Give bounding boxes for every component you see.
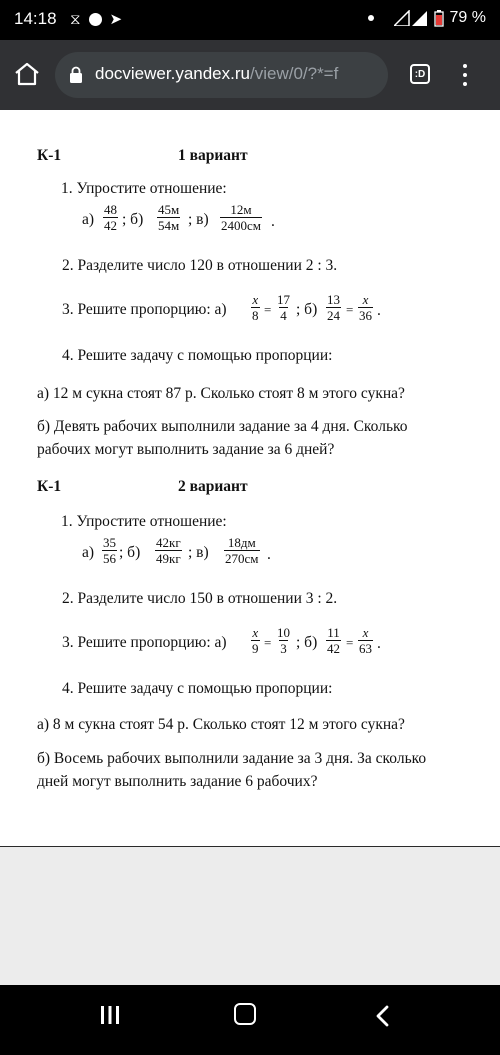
url-path: /view/0/?*=f xyxy=(249,64,339,83)
more-options-icon[interactable] xyxy=(462,64,468,86)
notification-icons xyxy=(70,10,122,28)
variant2-q1-period: . xyxy=(267,546,271,563)
variant2-q1-b-fraction: 42кг 49кг xyxy=(156,535,181,566)
variant1-q4-b-line1: б) Девять рабочих выполнили задание за 4 дня. Сколько xyxy=(37,418,408,435)
battery-percent: 79 % xyxy=(449,9,486,26)
signal-icon xyxy=(394,10,428,26)
variant1-question-4: 4. Решите задачу с помощью пропорции: xyxy=(62,347,333,364)
variant1-q1-b-fraction: 45м 54м xyxy=(158,202,180,233)
variant2-q3-b-equals: = xyxy=(346,635,354,650)
variant1-title: 1 вариант xyxy=(178,147,248,164)
tabs-label: :D xyxy=(414,68,426,80)
variant2-q3-b-label: ; б) xyxy=(296,634,318,651)
document-page xyxy=(0,110,500,846)
variant1-q3-period: . xyxy=(377,302,381,319)
status-time: 14:18 xyxy=(14,9,57,28)
variant1-q3-a-left: $\frac{x}{8}$ xyxy=(252,292,259,323)
variant2-question-2: 2. Разделите число 150 в отношении 3 : 2. xyxy=(62,590,338,607)
home-nav-icon[interactable] xyxy=(234,1003,256,1025)
variant2-q3-b-left: $\frac{11}{42}$ xyxy=(327,625,340,656)
url-host: docviewer.yandex.ru xyxy=(95,64,250,83)
variant2-question-1: 1. Упростите отношение: xyxy=(61,513,227,530)
variant2-q1-c-label: ; в) xyxy=(188,544,209,561)
variant2-q3-a-right: $\frac{10}{3}$ xyxy=(277,625,290,656)
system-icons xyxy=(368,9,486,27)
variant1-q3-b-right: $\frac{x}{36}$ xyxy=(359,292,372,323)
home-icon[interactable] xyxy=(14,62,40,86)
status-bar xyxy=(0,0,500,40)
address-bar[interactable] xyxy=(55,52,388,98)
variant1-q3-a-right: $\frac{17}{4}$ xyxy=(277,292,290,323)
variant1-question-2: 2. Разделите число 120 в отношении 2 : 3. xyxy=(62,257,338,274)
variant2-question-3: 3. Решите пропорцию: а) xyxy=(62,634,227,651)
variant2-q1-b-label: ; б) xyxy=(119,544,141,561)
document-viewer[interactable] xyxy=(0,110,500,985)
page-background xyxy=(0,847,500,985)
variant1-q1-a-fraction: $\frac{48}{42}$ xyxy=(104,202,117,233)
url-text xyxy=(95,64,380,84)
variant1-q1-period: . xyxy=(271,213,275,230)
battery-icon xyxy=(434,10,444,27)
variant2-q1-c-fraction: 18дм 270см xyxy=(225,535,259,566)
android-nav-bar xyxy=(0,985,500,1055)
variant2-q3-b-right: $\frac{x}{63}$ xyxy=(359,625,372,656)
variant1-q1-a-label: а) xyxy=(82,211,95,228)
variant1-q1-c-fraction: 12м 2400см xyxy=(221,202,261,233)
variant1-q1-c-label: ; в) xyxy=(188,211,209,228)
variant2-q1-a-label: а) xyxy=(82,544,95,561)
variant1-question-1: 1. Упростите отношение: xyxy=(61,180,227,197)
variant2-q4-b-line2: дней могут выполнить задание 6 рабочих? xyxy=(37,773,318,790)
variant1-q3-b-label: ; б) xyxy=(296,301,318,318)
recent-apps-icon[interactable] xyxy=(100,1005,120,1025)
variant2-title: 2 вариант xyxy=(178,478,248,495)
browser-toolbar xyxy=(0,40,500,110)
variant2-q3-a-left: $\frac{x}{9}$ xyxy=(252,625,259,656)
lock-icon[interactable] xyxy=(69,66,83,84)
hourglass-icon: ⧖ xyxy=(70,10,81,28)
variant1-q3-a-equals: = xyxy=(264,302,272,317)
variant2-q4-a: а) 8 м сукна стоят 54 р. Сколько стоят 12 м этого сукна? xyxy=(37,716,405,733)
variant1-q3-b-equals: = xyxy=(346,302,354,317)
variant1-q3-b-left: $\frac{13}{24}$ xyxy=(327,292,340,323)
variant2-question-4: 4. Решите задачу с помощью пропорции: xyxy=(62,680,333,697)
variant1-q4-b-line2: рабочих могут выполнить задание за 6 дней? xyxy=(37,441,335,458)
variant1-q1-b-label: ; б) xyxy=(122,211,144,228)
variant1-q4-a: а) 12 м сукна стоят 87 р. Сколько стоят 8 м этого сукна? xyxy=(37,385,405,402)
variant2-q4-b-line1: б) Восемь рабочих выполнили задание за 3 дня. За сколько xyxy=(37,750,427,767)
back-icon[interactable] xyxy=(375,1005,389,1027)
variant2-q3-a-equals: = xyxy=(264,635,272,650)
tabs-icon[interactable] xyxy=(410,64,430,84)
variant1-code: К-1 xyxy=(37,147,62,164)
variant2-code: К-1 xyxy=(37,478,62,495)
variant1-question-3: 3. Решите пропорцию: а) xyxy=(62,301,227,318)
rocket-icon: ➤ xyxy=(109,11,123,28)
circle-icon xyxy=(89,13,102,26)
variant2-q1-a-fraction: $\frac{35}{56}$ xyxy=(103,535,116,566)
variant2-q3-period: . xyxy=(377,635,381,652)
notification-dot-icon xyxy=(368,15,374,21)
